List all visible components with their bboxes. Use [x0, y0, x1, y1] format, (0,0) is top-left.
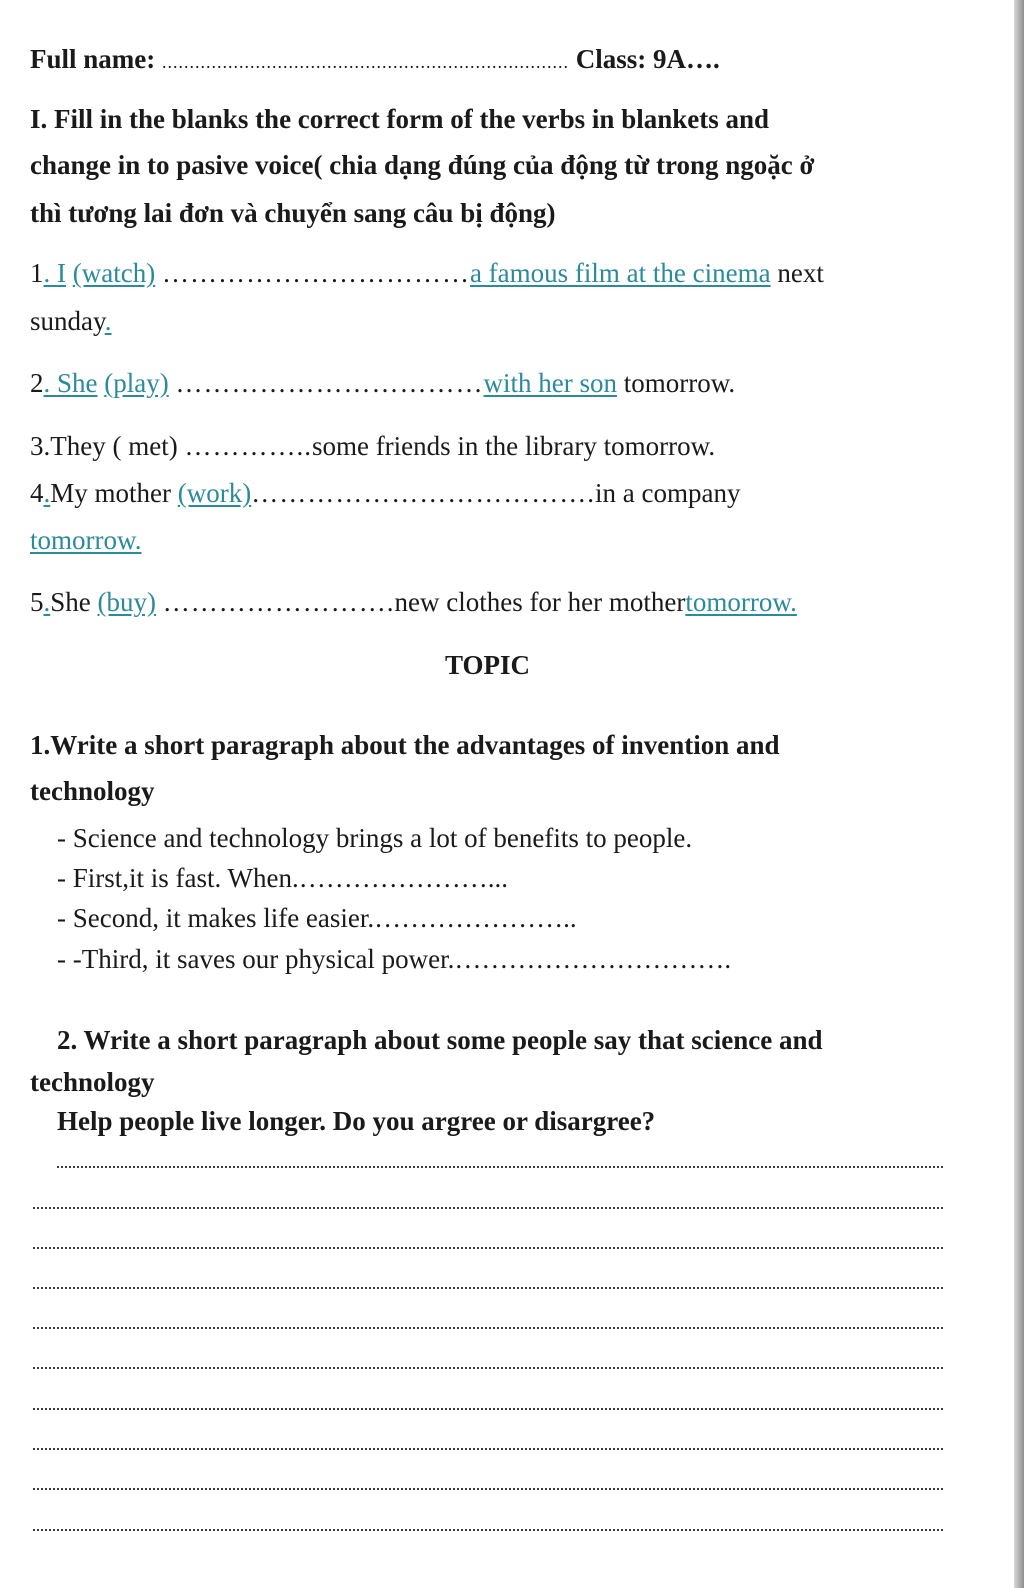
q5-text-a: She	[50, 587, 91, 617]
q1-blank: ……………………………	[161, 258, 470, 288]
writing-line[interactable]	[33, 1367, 943, 1369]
page-edge-shadow	[1014, 0, 1024, 1588]
q1-tail: next	[777, 258, 824, 288]
q2-number: 2	[30, 368, 44, 398]
q1-object: a famous film at the cinema	[469, 258, 771, 288]
bullet-item: - Science and technology brings a lot of benefits to people.	[57, 823, 693, 853]
q3-text-b: some friends in the library tomorrow.	[311, 431, 716, 461]
q2-tail: tomorrow.	[623, 368, 736, 398]
q4-text-b: in a company	[594, 478, 741, 508]
q3-blank: …………..	[184, 431, 312, 461]
header-row	[30, 42, 720, 79]
topic-prompt-2-line1: 2. Write a short paragraph about some people say that science and	[57, 1025, 823, 1055]
question-1	[30, 256, 824, 290]
q5-mark: .	[43, 587, 51, 617]
writing-line[interactable]	[33, 1408, 943, 1410]
question-4-line2	[30, 523, 141, 557]
question-2	[30, 366, 735, 400]
q2-verb: (play)	[104, 368, 169, 398]
writing-line[interactable]	[33, 1207, 943, 1209]
question-5	[30, 585, 797, 619]
writing-line[interactable]	[33, 1287, 943, 1289]
q1-subject: . I	[43, 258, 66, 288]
q2-blank: ……………………………	[175, 368, 484, 398]
full-name-dots: ..........................................................................	[162, 52, 569, 72]
q4-mark: .	[43, 478, 51, 508]
writing-line[interactable]	[33, 1488, 943, 1490]
bullet-item: - -Third, it saves our physical power.………………………….	[57, 944, 732, 974]
writing-line[interactable]	[57, 1166, 943, 1168]
question-3	[30, 429, 715, 463]
topic-prompt-2-line2: technology	[30, 1067, 155, 1097]
writing-line[interactable]	[33, 1448, 943, 1450]
topic-prompt-1-line2: technology	[30, 776, 155, 806]
full-name-label: Full name:	[30, 44, 156, 74]
class-label: Class: 9A….	[575, 44, 720, 74]
q1-verb: (watch)	[72, 258, 156, 288]
q4-line2: tomorrow.	[30, 525, 142, 555]
writing-line[interactable]	[33, 1327, 943, 1329]
q4-number: 4	[30, 478, 44, 508]
question-4	[30, 476, 740, 510]
q2-subject: . She	[43, 368, 98, 398]
q2-object: with her son	[483, 368, 617, 398]
q4-verb: (work)	[177, 478, 252, 508]
bullet-item: - Second, it makes life easier.…………………..	[57, 903, 577, 933]
q1-line2-mark: .	[104, 306, 112, 336]
q5-number: 5	[30, 587, 44, 617]
section1-heading-line2: change in to pasive voice( chia dạng đúng của động từ trong ngoặc ở	[30, 150, 815, 180]
q5-text-b: new clothes for her mother	[394, 587, 686, 617]
q4-text-a: My mother	[50, 478, 171, 508]
q4-blank: ……………………………….	[251, 478, 595, 508]
topic-prompt-1-line1: 1.Write a short paragraph about the advantages of invention and	[30, 730, 780, 760]
topic-prompt-2-line3: Help people live longer. Do you argree or disargree?	[57, 1106, 656, 1136]
bullet-item: - First,it is fast. When.…………………...	[57, 863, 508, 893]
q1-number: 1	[30, 258, 44, 288]
writing-line[interactable]	[33, 1247, 943, 1249]
writing-line[interactable]	[33, 1529, 943, 1531]
question-1-line2	[30, 304, 112, 338]
q5-verb: (buy)	[97, 587, 156, 617]
section1-heading-line1: I. Fill in the blanks the correct form of the verbs in blankets and	[30, 104, 770, 134]
topic-title: TOPIC	[444, 650, 531, 680]
q3-text-a: 3.They ( met)	[30, 431, 178, 461]
section1-heading-line3: thì tương lai đơn và chuyển sang câu bị động)	[30, 198, 556, 228]
q5-blank: …………………….	[162, 587, 395, 617]
q5-time: tomorrow.	[685, 587, 797, 617]
q1-line2: sunday	[30, 306, 105, 336]
